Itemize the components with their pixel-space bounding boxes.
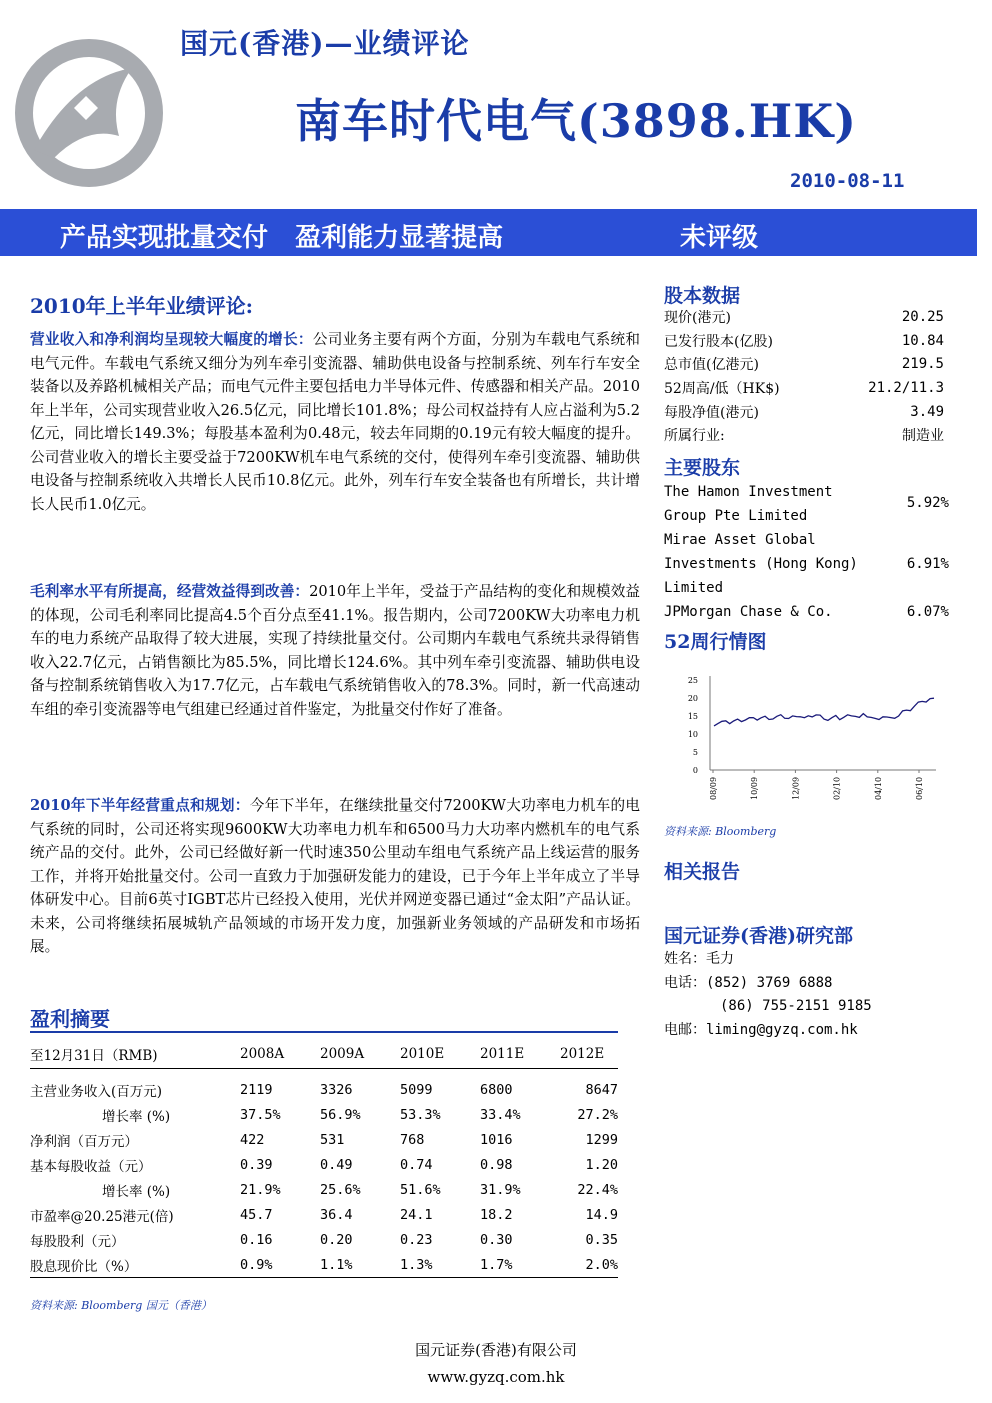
paragraph-lead: 2010年下半年经营重点和规划：: [30, 797, 250, 814]
table-cell: 1.1%: [320, 1256, 353, 1273]
row-label: 净利润（百万元）: [30, 1133, 138, 1150]
shareholder-name-line: Group Pte Limited: [664, 508, 808, 524]
profit-summary-title: 盈利摘要: [30, 1007, 110, 1031]
x-tick-label: 10/09: [750, 776, 760, 800]
analyst-name: 毛力: [706, 951, 734, 967]
table-cell: 0.49: [320, 1156, 353, 1173]
stock-value: 3.49: [910, 403, 944, 420]
contact-phone-row: [664, 972, 872, 996]
table-cell: 0.20: [320, 1231, 353, 1248]
report-type-header: 国元(香港)—业绩评论: [180, 27, 470, 60]
paragraph-text: 2010年上半年，受益于产品结构的变化和规模效益的体现，公司毛利率同比提高4.5个百分点至41.1%。报告期内，公司7200KW大功率电力机车的电力系统产品取得了较大进展，实现了持续批量交付。公司期内车载电气系统共录得销售收入22.7亿元，占销售额比为85.5%，同比增长124.6%。其中列车牵引变流器、辅助供电设备与控制系统销售收入为17.7亿元，占车载电气系统销售收入的78.3%。同时，新一代高速动车组的牵引变流器等电气组建已经通过首件鉴定，为批量交付作好了准备。: [30, 583, 640, 718]
shareholder-item: [664, 528, 949, 600]
profit-table-body: [30, 1069, 618, 1278]
row-label: 市盈率@20.25港元(倍): [30, 1208, 174, 1225]
table-cell: 0.16: [240, 1231, 273, 1248]
shareholders-list: [664, 480, 949, 624]
shareholder-name-line: Investments (Hong Kong): [664, 556, 858, 572]
column-header: 至12月31日（RMB): [30, 1048, 158, 1064]
row-label: 主营业务收入(百万元): [30, 1083, 163, 1100]
y-tick-label: 15: [687, 712, 698, 721]
shareholder-percent: 6.91%: [906, 556, 949, 572]
chart-source-note: 资料来源: Bloomberg: [664, 825, 777, 838]
table-cell: 3326: [320, 1081, 353, 1098]
table-cell: 14.9: [585, 1206, 618, 1223]
table-cell: 31.9%: [480, 1181, 521, 1198]
stock-row: [664, 376, 944, 400]
table-cell: 0.39: [240, 1156, 273, 1173]
table-cell: 8647: [585, 1081, 618, 1098]
table-cell: 1.3%: [400, 1256, 433, 1273]
paragraph-text: 今年下半年，在继续批量交付7200KW大功率电力机车的电气系统的同时，公司还将实现9600KW大功率电力机车和6500马力大功率内燃机车的电气系统产品的交付。此外，公司已经做好新一代时速350公里动车组电气系统产品上线运营的服务工作，并将开始批量交付。公司一直致力于加强研发能力的建设，已于今年上半年成立了半导体研发中心。目前6英寸IGBT芯片已经投入使用，光伏并网逆变器已通过“金太阳”产品认证。未来，公司将继续拓展城轨产品领域的市场开发力度，加强新业务领域的产品研发和市场拓展。: [30, 797, 640, 955]
table-cell: 531: [320, 1131, 345, 1148]
shareholder-name-line: JPMorgan Chase & Co.: [664, 604, 833, 620]
stock-label: 每股净值(港元): [664, 404, 759, 421]
stock-value: 21.2/11.3: [868, 379, 944, 396]
stock-label: 所属行业:: [664, 428, 725, 445]
paragraph-revenue: [30, 328, 640, 516]
stock-row: [664, 423, 944, 447]
shareholder-item: [664, 480, 949, 528]
column-header: 2010E: [400, 1046, 445, 1062]
row-label: 增长率 (%): [102, 1183, 171, 1200]
stock-label: 52周高/低（HK$): [664, 380, 780, 397]
table-cell: 6800: [480, 1081, 513, 1098]
row-label: 股息现价比（%）: [30, 1258, 138, 1275]
table-cell: 0.30: [480, 1231, 513, 1248]
shareholders-title: 主要股东: [664, 457, 741, 479]
contact-label: 电话：: [664, 974, 706, 991]
phone-number: (852) 3769 6888: [706, 974, 833, 991]
rating-text: 未评级: [680, 223, 759, 253]
table-cell: 0.23: [400, 1231, 433, 1248]
table-row: [30, 1127, 618, 1152]
shareholder-name-line: Limited: [664, 580, 724, 596]
stock-data-table: [664, 305, 944, 447]
column-header: 2011E: [480, 1046, 525, 1062]
price-line: [714, 698, 934, 726]
contact-phone-row: [664, 995, 872, 1019]
stock-label: 已发行股本(亿股): [664, 333, 773, 350]
table-row: [30, 1252, 618, 1278]
profit-summary-table: [30, 1040, 618, 1278]
table-cell: 21.9%: [240, 1181, 281, 1198]
table-cell: 18.2: [480, 1206, 513, 1223]
footer: [0, 1337, 992, 1391]
y-tick-label: 25: [687, 676, 698, 685]
shareholder-item: [664, 600, 949, 624]
table-row: [30, 1102, 618, 1127]
row-label: 基本每股收益（元）: [30, 1158, 152, 1175]
shareholder-percent: 6.07%: [906, 604, 949, 620]
contact-email-row: [664, 1019, 872, 1043]
column-header: 2012E: [560, 1046, 605, 1062]
y-tick-label: 20: [687, 694, 698, 703]
table-cell: 56.9%: [320, 1106, 361, 1123]
table-cell: 0.74: [400, 1156, 433, 1173]
email-link[interactable]: liming@gyzq.com.hk: [706, 1021, 858, 1038]
report-date: 2010-08-11: [790, 170, 905, 192]
column-header: 2008A: [240, 1046, 285, 1062]
divider: [30, 1031, 618, 1033]
table-cell: 24.1: [400, 1206, 433, 1223]
contact-label: 姓名：: [664, 951, 706, 967]
stock-label: 现价(港元): [664, 309, 731, 326]
shareholder-percent: 5.92%: [906, 495, 949, 511]
table-cell: 33.4%: [480, 1106, 521, 1123]
paragraph-lead: 毛利率水平有所提高，经营效益得到改善：: [30, 583, 310, 600]
paragraph-text: 公司业务主要有两个方面，分别为车载电气系统和电气元件。车载电气系统又细分为列车牵引变流器、辅助供电设备与控制系统、列车行车安全装备以及养路机械相关产品；而电气元件主要包括电力半导体元件、传感器和相关产品。2010年上半年，公司实现营业收入26.5亿元，同比增长101.8%；母公司权益持有人应占溢利为5.2亿元，同比增长149.3%；每股基本盈利为0.48元，较去年同期的0.19元有较大幅度的提升。公司营业收入的增长主要受益于7200KW机车电气系统的交付，使得列车牵引变流器、辅助供电设备与控制系统收入共增长人民币10.8亿元。此外，列车行车安全装备也有所增长，共计增长人民币1.0亿元。: [30, 331, 640, 513]
profit-source-note: 资料来源: Bloomberg 国元（香港）: [30, 1299, 212, 1312]
row-label: 增长率 (%): [102, 1108, 171, 1125]
stock-data-title: 股本数据: [664, 285, 741, 307]
table-cell: 1016: [480, 1131, 513, 1148]
table-cell: 36.4: [320, 1206, 353, 1223]
stock-label: 总市值(亿港元): [664, 357, 759, 374]
table-row: [30, 1202, 618, 1227]
x-tick-label: 02/10: [832, 776, 842, 800]
table-row: [30, 1152, 618, 1177]
x-tick-label: 04/10: [873, 776, 883, 800]
table-cell: 2119: [240, 1081, 273, 1098]
column-header: 2009A: [320, 1046, 365, 1062]
footer-company: 国元证券(香港)有限公司: [415, 1341, 577, 1359]
table-cell: 51.6%: [400, 1181, 441, 1198]
company-title: 南车时代电气(3898.HK): [295, 94, 858, 148]
table-cell: 1.7%: [480, 1256, 513, 1273]
table-cell: 0.9%: [240, 1256, 273, 1273]
x-tick-label: 06/10: [915, 776, 924, 800]
analyst-contact: [664, 948, 872, 1042]
table-row: [30, 1177, 618, 1202]
table-cell: 768: [400, 1131, 425, 1148]
table-cell: 0.35: [585, 1231, 618, 1248]
shareholder-name-line: The Hamon Investment: [664, 484, 833, 500]
table-cell: 45.7: [240, 1206, 273, 1223]
contact-label: 电邮：: [664, 1021, 706, 1038]
table-cell: 37.5%: [240, 1106, 281, 1123]
paragraph-lead: 营业收入和净利润均呈现较大幅度的增长：: [30, 331, 313, 348]
table-cell: 25.6%: [320, 1181, 361, 1198]
table-header-row: [30, 1040, 618, 1069]
table-cell: 1299: [585, 1131, 618, 1148]
stock-value: 20.25: [901, 308, 944, 325]
table-cell: 2.0%: [585, 1256, 618, 1273]
table-cell: 5099: [400, 1081, 433, 1098]
price-chart-title: 52周行情图: [664, 631, 767, 653]
contact-name-row: [664, 948, 872, 972]
y-tick-label: 10: [687, 730, 698, 739]
table-cell: 1.20: [585, 1156, 618, 1173]
table-cell: 22.4%: [577, 1181, 618, 1198]
section-title: 2010年上半年业绩评论:: [30, 294, 254, 318]
guoyuan-logo-icon: [14, 38, 164, 188]
spacer-row: [30, 1069, 618, 1078]
phone-number: (86) 755-2151 9185: [720, 998, 872, 1014]
footer-url[interactable]: www.gyzq.com.hk: [427, 1368, 565, 1386]
related-reports-title: 相关报告: [664, 861, 741, 883]
x-tick-label: 08/09: [709, 776, 718, 800]
y-tick-label: 5: [692, 748, 698, 757]
x-tick-label: 12/09: [791, 776, 801, 800]
table-cell: 53.3%: [400, 1106, 441, 1123]
table-cell: 0.98: [480, 1156, 513, 1173]
stock-value: 219.5: [901, 356, 944, 373]
stock-value: 10.84: [901, 332, 944, 349]
research-dept-title: 国元证券(香港)研究部: [664, 925, 853, 947]
headline-text: 产品实现批量交付 盈利能力显著提高: [60, 223, 504, 253]
stock-row: [664, 352, 944, 376]
row-label: 每股股利（元）: [30, 1233, 125, 1250]
paragraph-margin: [30, 580, 640, 721]
table-cell: 422: [240, 1131, 265, 1148]
table-row: [30, 1077, 618, 1102]
stock-value: 制造业: [902, 428, 944, 445]
y-tick-label: 0: [692, 766, 698, 775]
headline-banner: [0, 209, 977, 256]
shareholder-name-line: Mirae Asset Global: [664, 532, 816, 548]
paragraph-outlook: [30, 794, 640, 959]
price-chart: [664, 668, 954, 818]
stock-row: [664, 305, 944, 329]
table-row: [30, 1227, 618, 1252]
stock-row: [664, 400, 944, 424]
stock-row: [664, 329, 944, 353]
table-cell: 27.2%: [577, 1106, 618, 1123]
